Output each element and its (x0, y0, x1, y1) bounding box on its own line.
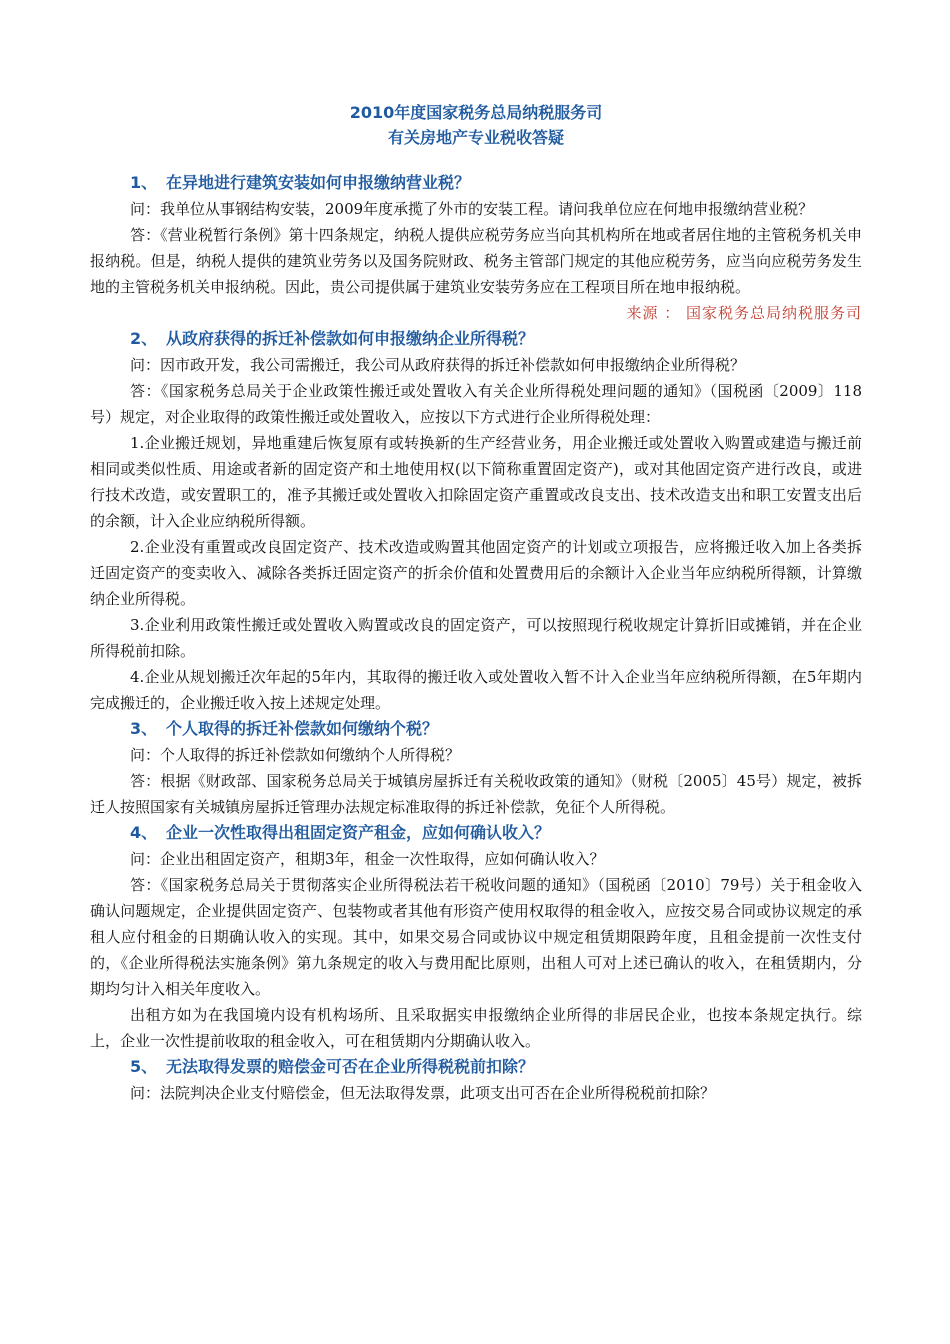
question-number: 4、 (130, 823, 158, 842)
title-line-2: 有关房地产专业税收答疑 (387, 128, 564, 147)
paragraph: 问：我单位从事钢结构安装，2009年度承揽了外市的安装工程。请问我单位应在何地申报缴纳营业税？ (130, 200, 814, 218)
question-title: 无法取得发票的赔偿金可否在企业所得税税前扣除？ (166, 1057, 535, 1076)
paragraph: 问：因市政开发，我公司需搬迁，我公司从政府获得的拆迁补偿款如何申报缴纳企业所得税？ (130, 356, 746, 374)
qa-section-1 (90, 170, 862, 326)
paragraph: 答：《国家税务总局关于企业政策性搬迁或处置收入有关企业所得税处理问题的通知》（国税函〔2009〕118号）规定，对企业取得的政策性搬迁或处置收入，应按以下方式进行企业所得税处理： (90, 382, 862, 426)
qa-section-3 (90, 716, 862, 820)
source-note: 来源 ： 国家税务总局纳税服务司 (626, 304, 862, 322)
paragraph: 4.企业从规划搬迁次年起的5年内，其取得的搬迁收入或处置收入暂不计入企业当年应纳税所得额，在5年期内完成搬迁的，企业搬迁收入按上述规定处理。 (90, 668, 862, 712)
title-line-1: 2010年度国家税务总局纳税服务司 (349, 103, 603, 122)
qa-section-4 (90, 820, 862, 1054)
paragraph: 1.企业搬迁规划，异地重建后恢复原有或转换新的生产经营业务，用企业搬迁或处置收入购置或建造与搬迁前相同或类似性质、用途或者新的固定资产和土地使用权(以下简称重置固定资产)，或对其他固定资产进行改良，或进行技术改造，或安置职工的，准予其搬迁或处置收入扣除固定资产重置或改良支出、技术改造支出和职工安置支出后的余额，计入企业应纳税所得额。 (90, 434, 862, 530)
question-title: 个人取得的拆迁补偿款如何缴纳个税？ (166, 719, 439, 738)
document-title (90, 100, 862, 150)
qa-section-2 (90, 326, 862, 716)
question-number: 2、 (130, 329, 158, 348)
question-heading (90, 820, 862, 846)
paragraph: 2.企业没有重置或改良固定资产、技术改造或购置其他固定资产的计划或立项报告，应将搬迁收入加上各类拆迁固定资产的变卖收入、减除各类拆迁固定资产的折余价值和处置费用后的余额计入企业当年应纳税所得额，计算缴纳企业所得税。 (90, 538, 862, 608)
paragraph: 问：企业出租固定资产，租期3年，租金一次性取得，应如何确认收入？ (130, 850, 605, 868)
paragraph: 3.企业利用政策性搬迁或处置收入购置或改良的固定资产，可以按照现行税收规定计算折旧或摊销，并在企业所得税前扣除。 (90, 616, 862, 660)
question-title: 在异地进行建筑安装如何申报缴纳营业税？ (166, 173, 471, 192)
question-number: 5、 (130, 1057, 158, 1076)
paragraph: 答：《国家税务总局关于贯彻落实企业所得税法若干税收问题的通知》（国税函〔2010〕79号）关于租金收入确认问题规定，企业提供固定资产、包装物或者其他有形资产使用权取得的租金收入，应按交易合同或协议规定的承租人应付租金的日期确认收入的实现。其中，如果交易合同或协议中规定租赁期限跨年度，且租金提前一次性支付的，《企业所得税法实施条例》第九条规定的收入与费用配比原则，出租人可对上述已确认的收入，在租赁期内，分期均匀计入相关年度收入。 (90, 876, 862, 998)
question-number: 1、 (130, 173, 158, 192)
question-title: 企业一次性取得出租固定资产租金，应如何确认收入？ (166, 823, 551, 842)
question-heading (90, 170, 862, 196)
paragraph: 答：根据《财政部、国家税务总局关于城镇房屋拆迁有关税收政策的通知》（财税〔2005〕45号）规定，被拆迁人按照国家有关城镇房屋拆迁管理办法规定标准取得的拆迁补偿款，免征个人所得税。 (90, 772, 862, 816)
paragraph: 答：《营业税暂行条例》第十四条规定，纳税人提供应税劳务应当向其机构所在地或者居住地的主管税务机关申报纳税。但是，纳税人提供的建筑业劳务以及国务院财政、税务主管部门规定的其他应税劳务，应当向应税劳务发生地的主管税务机关申报纳税。因此，贵公司提供属于建筑业安装劳务应在工程项目所在地申报纳税。 (90, 226, 862, 296)
qa-section-5 (90, 1054, 862, 1106)
question-heading (90, 716, 862, 742)
question-number: 3、 (130, 719, 158, 738)
paragraph: 问：个人取得的拆迁补偿款如何缴纳个人所得税？ (130, 746, 461, 764)
question-title: 从政府获得的拆迁补偿款如何申报缴纳企业所得税？ (166, 329, 535, 348)
question-heading (90, 1054, 862, 1080)
paragraph: 出租方如为在我国境内设有机构场所、且采取据实申报缴纳企业所得的非居民企业，也按本条规定执行。综上，企业一次性提前收取的租金收入，可在租赁期内分期确认收入。 (90, 1006, 862, 1050)
paragraph: 问：法院判决企业支付赔偿金，但无法取得发票，此项支出可否在企业所得税税前扣除？ (130, 1084, 716, 1102)
question-heading (90, 326, 862, 352)
